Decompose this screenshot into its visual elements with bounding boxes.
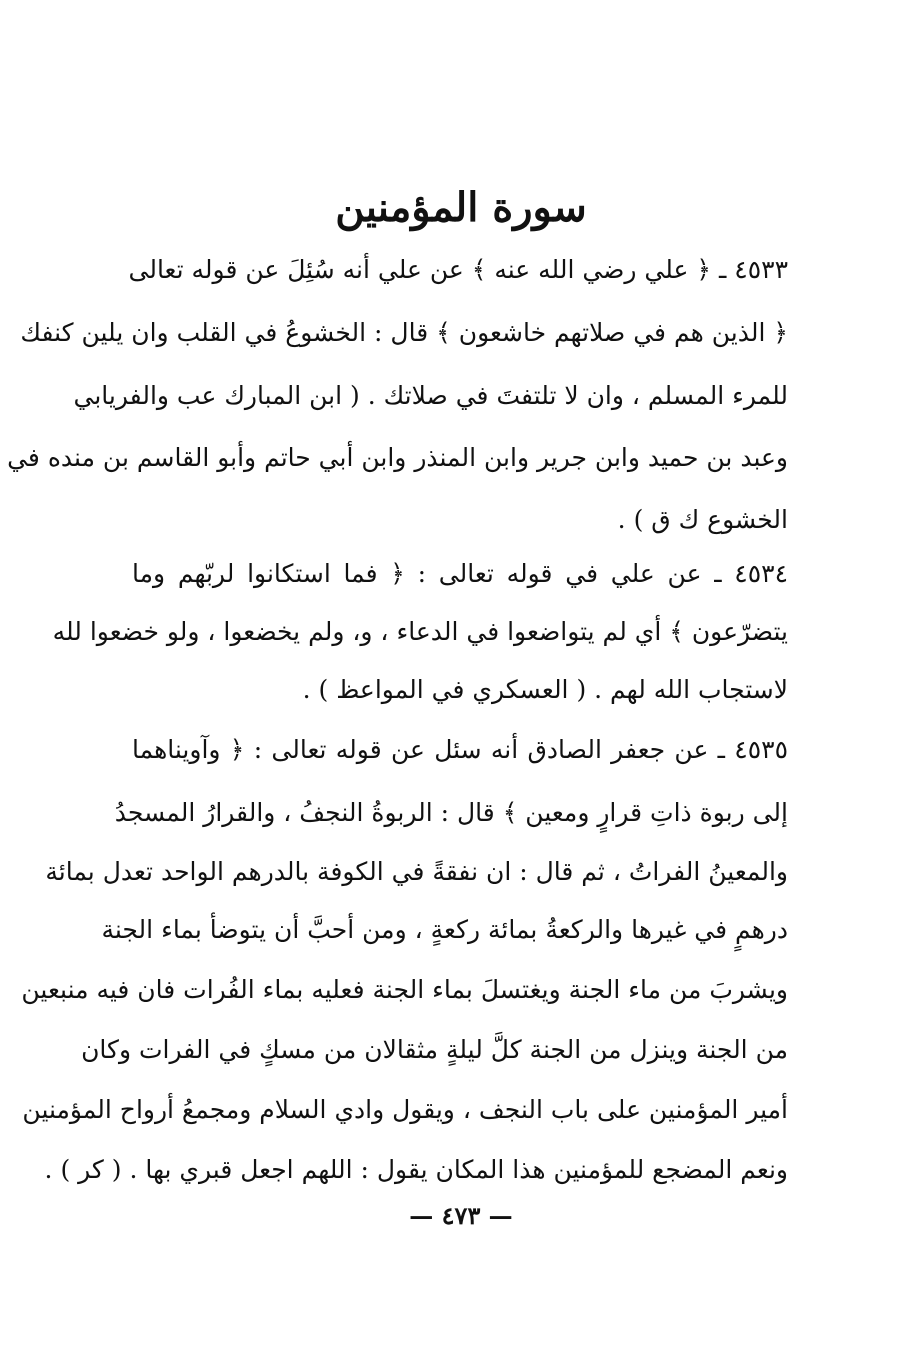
text-line: ويشربَ من ماء الجنة ويغتسلَ بماء الجنة فعليه بماء الفُرات فان فيه منبعين bbox=[21, 975, 788, 1004]
text-line: من الجنة وينزل من الجنة كلَّ ليلةٍ مثقالان من مسكٍ في الفرات وكان bbox=[81, 1035, 788, 1064]
text-line: ٤٥٣٤ ـ عن علي في قوله تعالى : ﴿ فما استكانوا لربّهم وما bbox=[132, 559, 788, 588]
text-line: إلى ربوة ذاتِ قرارٍ ومعين ﴾ قال : الربوةُ النجفُ ، والقرارُ المسجدُ bbox=[114, 798, 788, 827]
text-line: للمرء المسلم ، وان لا تلتفتَ في صلاتك . ( ابن المبارك عب والفريابي bbox=[73, 381, 788, 410]
page-number: — ٤٧٣ — bbox=[409, 1201, 513, 1230]
text-line: لاستجاب الله لهم . ( العسكري في المواعظ ) . bbox=[302, 675, 788, 704]
text-line: وعبد بن حميد وابن جرير وابن المنذر وابن أبي حاتم وأبو القاسم بن منده في bbox=[7, 443, 788, 472]
text-line: ﴿ الذين هم في صلاتهم خاشعون ﴾ قال : الخشوعُ في القلب وان يلين كنفك bbox=[20, 318, 788, 347]
page-title: سورة المؤمنين bbox=[335, 184, 587, 231]
text-line: ٤٥٣٣ ـ ﴿ علي رضي الله عنه ﴾ عن علي أنه سُئِلَ عن قوله تعالى bbox=[128, 255, 788, 284]
text-line: ونعم المضجع للمؤمنين هذا المكان يقول : اللهم اجعل قبري بها . ( كر ) . bbox=[44, 1155, 788, 1184]
text-line: أمير المؤمنين على باب النجف ، ويقول وادي السلام ومجمعُ أرواح المؤمنين bbox=[22, 1095, 788, 1124]
text-line: ٤٥٣٥ ـ عن جعفر الصادق أنه سئل عن قوله تعالى : ﴿ وآويناهما bbox=[132, 735, 788, 764]
text-line: والمعينُ الفراتُ ، ثم قال : ان نفقةً في الكوفة بالدرهم الواحد تعدل بمائة bbox=[45, 857, 788, 886]
text-line: درهمٍ في غيرها والركعةُ بمائة ركعةٍ ، ومن أحبَّ أن يتوضأ بماء الجنة bbox=[101, 915, 788, 944]
text-line: يتضرّعون ﴾ أي لم يتواضعوا في الدعاء ، و، ولم يخضعوا ، ولو خضعوا لله bbox=[52, 617, 788, 646]
text-line: الخشوع ك ق ) . bbox=[617, 505, 788, 534]
